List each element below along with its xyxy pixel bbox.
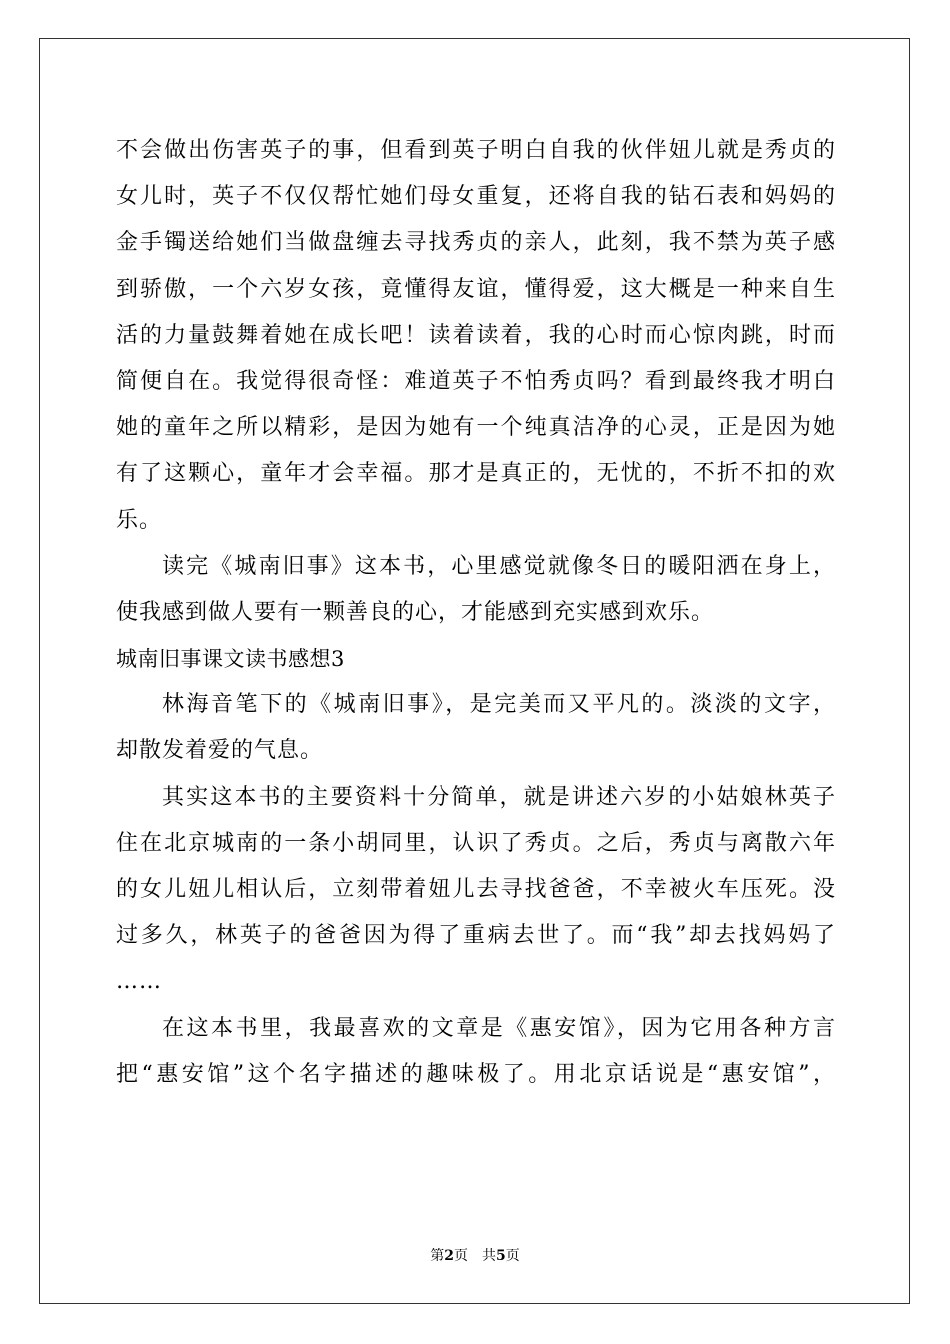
section-heading: 城南旧事课文读书感想3 <box>116 647 345 672</box>
text-line: 却散发着爱的气息。 <box>116 738 324 764</box>
text-line: 有了这颗心，童年才会幸福。那才是真正的，无忧的，不折不扣的欢 <box>116 461 836 487</box>
page-footer <box>0 1246 950 1266</box>
current-page-number: 2 <box>444 1248 454 1264</box>
text-line: 的女儿妞儿相认后，立刻带着妞儿去寻找爸爸，不幸被火车压死。没 <box>116 877 836 902</box>
paragraph-first-line: 其实这本书的主要资料十分简单，就是讲述六岁的小姑娘林英子 <box>162 784 836 810</box>
total-page-count: 5 <box>496 1248 506 1264</box>
text-line: 简便自在。我觉得很奇怪：难道英子不怕秀贞吗？看到最终我才明白 <box>116 368 836 394</box>
text-line: 使我感到做人要有一颗善良的心，才能感到充实感到欢乐。 <box>116 599 715 625</box>
page-number-prefix: 第 <box>430 1248 445 1264</box>
page-number-suffix: 页 <box>454 1248 468 1264</box>
text-line: 把“惠安馆”这个名字描述的趣味极了。用北京话说是“惠安馆”， <box>116 1061 836 1087</box>
text-line: 过多久，林英子的爸爸因为得了重病去世了。而“我”却去找妈妈了 <box>116 923 836 949</box>
text-line: 金手镯送给她们当做盘缠去寻找秀贞的亲人，此刻，我不禁为英子感 <box>116 230 836 256</box>
text-line: 她的童年之所以精彩，是因为她有一个纯真洁净的心灵，正是因为她 <box>116 415 836 441</box>
text-line: …… <box>116 969 162 995</box>
document-body <box>116 128 836 1098</box>
total-pages-prefix: 共 <box>482 1248 496 1264</box>
paragraph-first-line: 林海音笔下的《城南旧事》，是完美而又平凡的。淡淡的文字， <box>162 692 836 718</box>
text-line: 不会做出伤害英子的事，但看到英子明白自我的伙伴妞儿就是秀贞的 <box>116 138 836 163</box>
text-line: 乐。 <box>116 507 163 533</box>
total-pages-suffix: 页 <box>505 1248 520 1264</box>
text-line: 女儿时，英子不仅仅帮忙她们母女重复，还将自我的钻石表和妈妈的 <box>116 184 836 210</box>
text-line: 住在北京城南的一条小胡同里，认识了秀贞。之后，秀贞与离散六年 <box>116 830 836 856</box>
paragraph-first-line: 在这本书里，我最喜欢的文章是《惠安馆》，因为它用各种方言 <box>162 1015 836 1041</box>
text-line: 到骄傲，一个六岁女孩，竟懂得友谊，懂得爱，这大概是一种来自生 <box>116 276 836 302</box>
text-line: 活的力量鼓舞着她在成长吧！读着读着，我的心时而心惊肉跳，时而 <box>116 322 836 348</box>
paragraph-first-line: 读完《城南旧事》这本书，心里感觉就像冬日的暖阳洒在身上， <box>162 553 836 579</box>
